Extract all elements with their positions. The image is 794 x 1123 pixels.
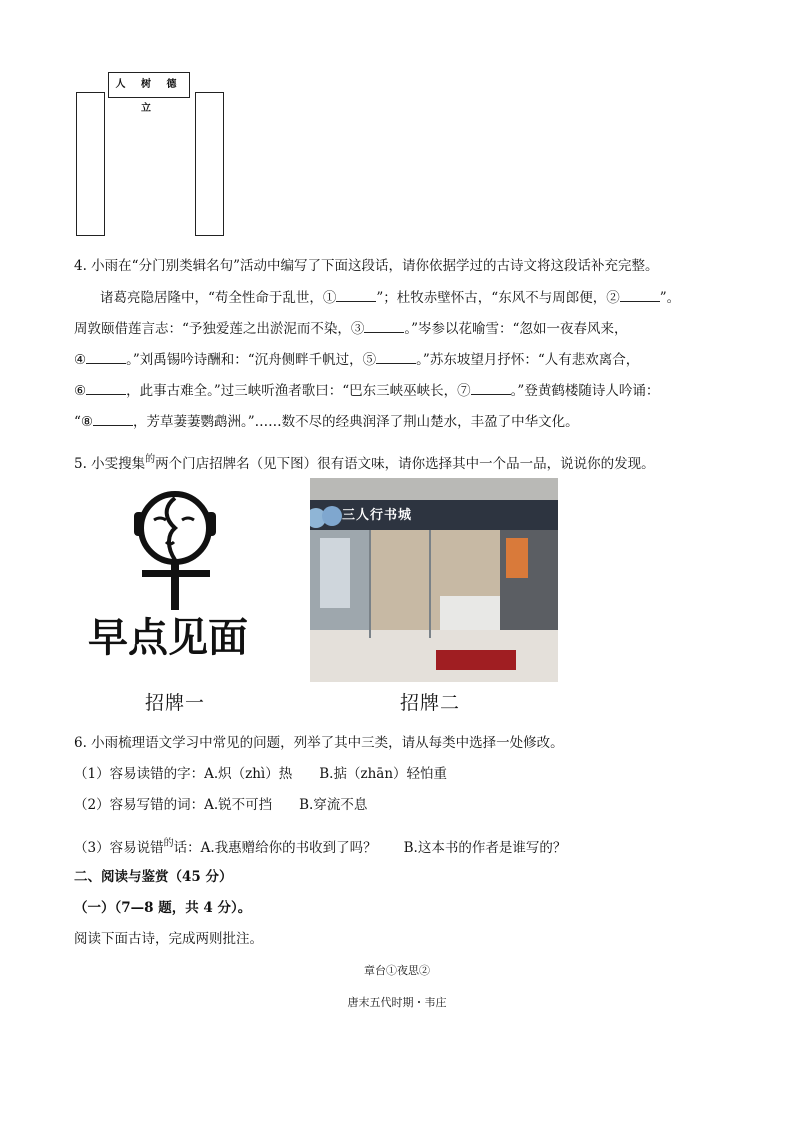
q4-blank-mark: ③ [350, 321, 365, 337]
q5-stem [74, 450, 655, 474]
q4-line-2 [74, 318, 627, 339]
answer-blank-5[interactable] [376, 349, 416, 364]
q4-text: ，芳草萋萋鹦鹉洲。”……数不尽的经典润泽了荆山楚水，丰盈了中华文化。 [133, 414, 579, 430]
answer-blank-2[interactable] [620, 287, 660, 302]
answer-blank-3[interactable] [364, 318, 404, 333]
answer-blank-8[interactable] [93, 411, 133, 426]
q5-text: 两个门店招牌名（见下图）很有语文味，请你选择其中一个品一品，说说你的发现。 [155, 456, 655, 472]
section-2-title: 二、阅读与鉴赏（45 分） [74, 869, 233, 885]
q4-text: ，此事古难全。”过三峡听渔者歌曰：“巴东三峡巫峡长， [126, 383, 458, 399]
q4-blank-mark: ⑧ [80, 414, 94, 430]
answer-blank-6[interactable] [86, 380, 126, 395]
q4-text: “ [74, 414, 81, 430]
q4-line-1 [100, 287, 680, 308]
q4-blank-mark: ① [322, 290, 337, 306]
sign-one-text: 早点见面 [88, 615, 248, 661]
q4-stem: 4. 小雨在“分门别类辑名句”活动中编写了下面这段话，请你依据学过的古诗文将这段话补充完整。 [74, 258, 659, 274]
q6-item-1: （1）容易读错的字：A.炽（zhì）热 B.掂（zhān）轻怕重 [74, 766, 448, 782]
q6-item-2: （2）容易写错的词：A.锐不可挡 B.穿流不息 [74, 797, 368, 813]
q4-text: ”。 [659, 290, 681, 306]
q4-text: 。”登黄鹤楼随诗人吟诵： [510, 383, 660, 399]
sign-one [82, 490, 272, 680]
q4-line-4 [74, 380, 659, 401]
q4-text: 。”刘禹锡吟诗酬和：“沉舟侧畔千帆过， [126, 352, 363, 368]
couplet-frame [74, 68, 234, 238]
q4-blank-mark: ⑦ [457, 383, 471, 399]
sign-two-photo [310, 478, 558, 682]
q6-stem: 6. 小雨梳理语文学习中常见的问题，列举了其中三类，请从每类中选择一处修改。 [74, 735, 564, 751]
q4-line-5 [74, 411, 579, 432]
q6-text: （3）容易说错 [74, 840, 164, 856]
couplet-left-pillar [76, 92, 105, 236]
poem-author: 唐末五代时期・韦庄 [347, 996, 447, 1009]
sign-two-shop-name: 三人行书城 [342, 508, 413, 523]
q4-text: 周敦颐借莲言志：“予独爱莲之出淤泥而不染， [74, 321, 351, 337]
couplet-lintel: 人 树 德 立 [108, 72, 190, 98]
q4-blank-mark: ④ [74, 352, 87, 368]
section-2-subtitle: （一）（7—8 题，共 4 分）。 [74, 900, 252, 916]
q4-line-3 [74, 349, 639, 370]
q5-text: 5. 小雯搜集 [74, 456, 146, 472]
q6-small-char: 的 [163, 838, 174, 849]
q4-blank-mark: ⑥ [74, 383, 87, 399]
poem-title: 章台①夜思② [364, 964, 430, 977]
answer-blank-4[interactable] [86, 349, 126, 364]
q6-item-3 [74, 834, 566, 858]
section-2-instruction: 阅读下面古诗，完成两则批注。 [74, 931, 263, 947]
couplet-right-pillar [195, 92, 224, 236]
answer-blank-7[interactable] [471, 380, 511, 395]
q4-text: 。”苏东坡望月抒怀：“人有悲欢离合， [416, 352, 640, 368]
q4-blank-mark: ⑤ [362, 352, 377, 368]
q4-blank-mark: ② [606, 290, 620, 306]
q5-small-char: 的 [145, 454, 156, 465]
q4-text: ”；杜牧赤壁怀古，“东风不与周郎便， [376, 290, 607, 306]
q4-text: 诸葛亮隐居隆中，“苟全性命于乱世， [100, 290, 323, 306]
sign-one-caption: 招牌一 [145, 692, 206, 714]
q4-text: 。”岑参以花喻雪：“忽如一夜春风来， [404, 321, 628, 337]
answer-blank-1[interactable] [336, 287, 376, 302]
sign-two-caption: 招牌二 [400, 692, 461, 714]
q6-text: 话：A.我惠赠给你的书收到了吗？ B.这本书的作者是谁写的？ [173, 840, 567, 856]
sign-one-logo [82, 490, 272, 610]
